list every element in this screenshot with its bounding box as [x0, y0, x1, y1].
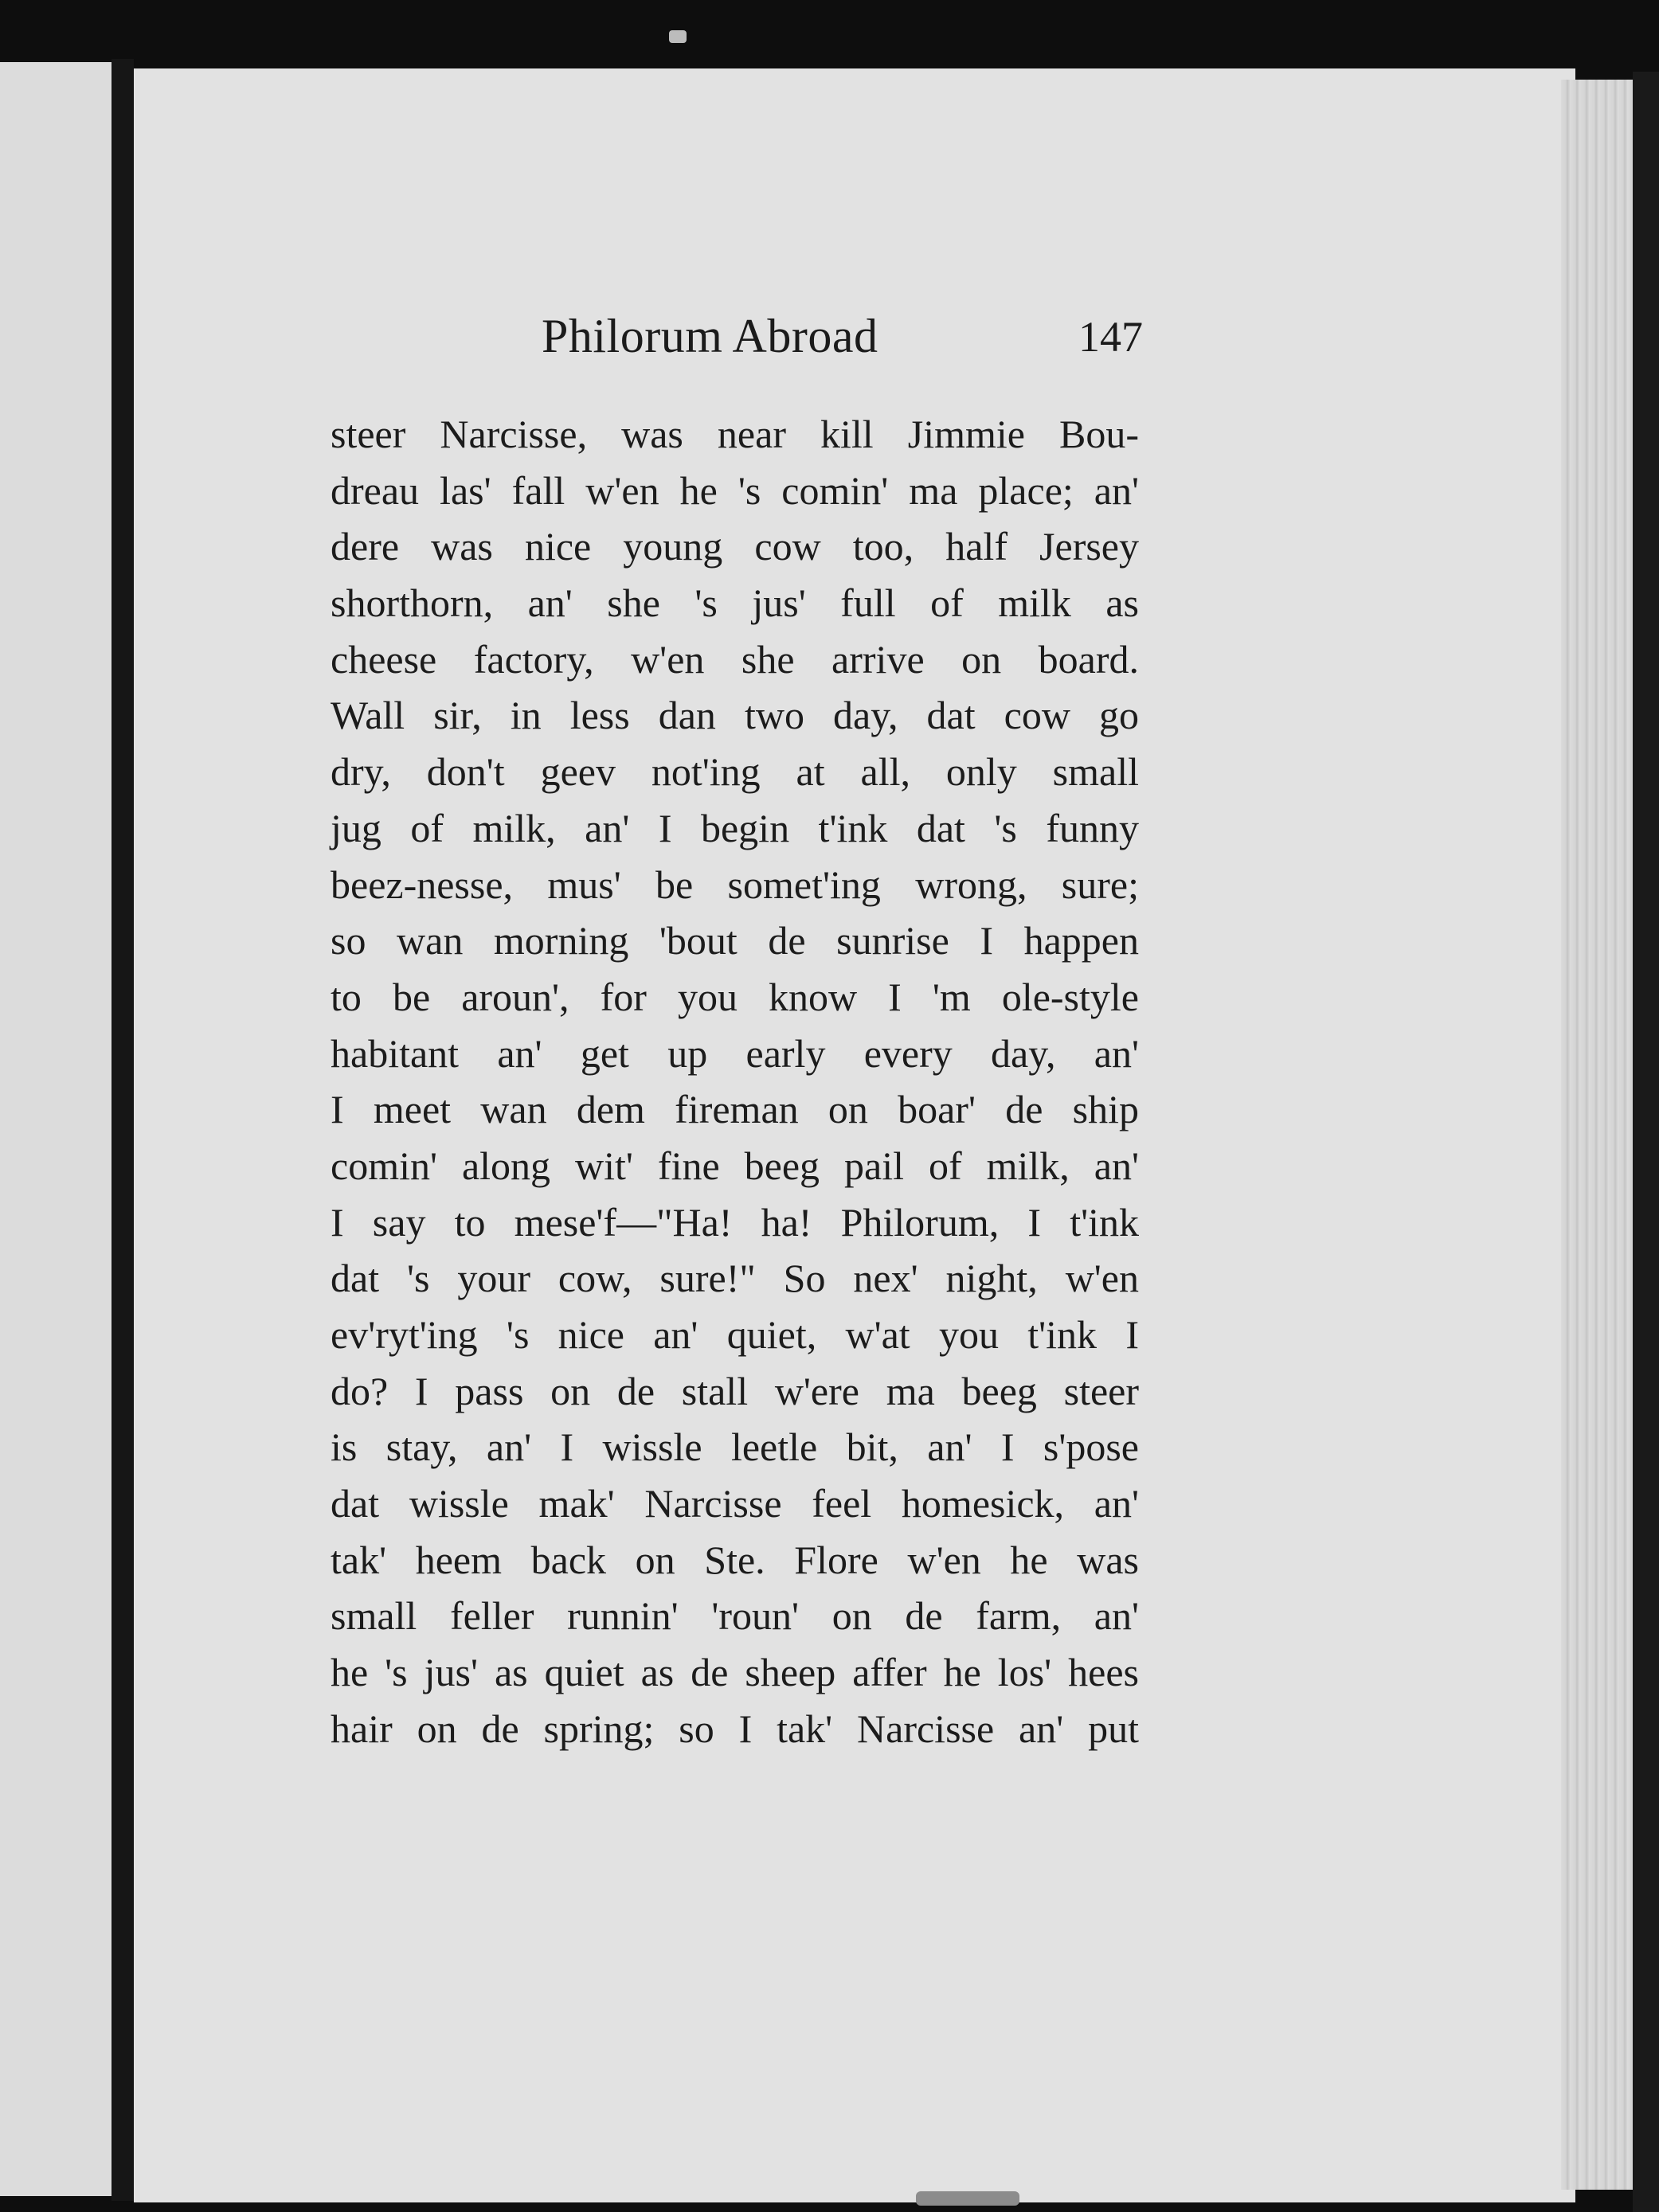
page-stack-edge — [1561, 80, 1633, 2190]
running-title: Philorum Abroad — [542, 310, 878, 362]
text-line: beez-nesse, mus' be somet'ing wrong, sure; — [331, 862, 1139, 907]
text-line: habitant an' get up early every day, an' — [331, 1030, 1139, 1076]
text-line: dere was nice young cow too, half Jersey — [331, 524, 1139, 569]
text-line: tak' heem back on Ste. Flore w'en he was — [331, 1537, 1139, 1582]
scan-artifact-bottom — [916, 2191, 1019, 2206]
text-line: ev'ryt'ing 's nice an' quiet, w'at you t'ink I — [331, 1312, 1139, 1357]
text-line: steer Narcisse, was near kill Jimmie Bou- — [331, 412, 1139, 456]
text-line: Wall sir, in less dan two day, dat cow go — [331, 693, 1139, 738]
text-line: cheese factory, w'en she arrive on board. — [331, 636, 1139, 682]
text-line: small feller runnin' 'roun' on de farm, an' — [331, 1593, 1139, 1639]
text-line: to be aroun', for you know I 'm ole-style — [331, 974, 1139, 1019]
body-text — [331, 406, 1139, 1757]
facing-page — [0, 62, 112, 2196]
text-line: comin' along wit' fine beeg pail of milk, an' — [331, 1143, 1139, 1188]
text-line: hair on de spring; so I tak' Narcisse an' put — [331, 1706, 1139, 1751]
scan-artifact-top — [669, 30, 687, 43]
text-line: is stay, an' I wissle leetle bit, an' I s'pose — [331, 1425, 1139, 1470]
book-edge-shadow — [1633, 72, 1659, 2212]
running-head — [0, 309, 1659, 373]
text-line: dreau las' fall w'en he 's comin' ma place; an' — [331, 467, 1139, 513]
text-line: dry, don't geev not'ing at all, only small — [331, 749, 1139, 795]
text-line: so wan morning 'bout de sunrise I happen — [331, 918, 1139, 963]
text-line: do? I pass on de stall w'ere ma beeg steer — [331, 1368, 1139, 1413]
text-line: I say to mese'f—"Ha! ha! Philorum, I t'ink — [331, 1199, 1139, 1245]
text-line: shorthorn, an' she 's jus' full of milk as — [331, 580, 1139, 626]
page-number: 147 — [1078, 313, 1143, 361]
text-line: he 's jus' as quiet as de sheep affer he los' hees — [331, 1650, 1139, 1695]
text-line: dat 's your cow, sure!" So nex' night, w'en — [331, 1256, 1139, 1301]
text-line: I meet wan dem fireman on boar' de ship — [331, 1087, 1139, 1132]
text-line: jug of milk, an' I begin t'ink dat 's funny — [331, 805, 1139, 850]
text-line: dat wissle mak' Narcisse feel homesick, an' — [331, 1481, 1139, 1526]
book-gutter — [112, 59, 134, 2201]
